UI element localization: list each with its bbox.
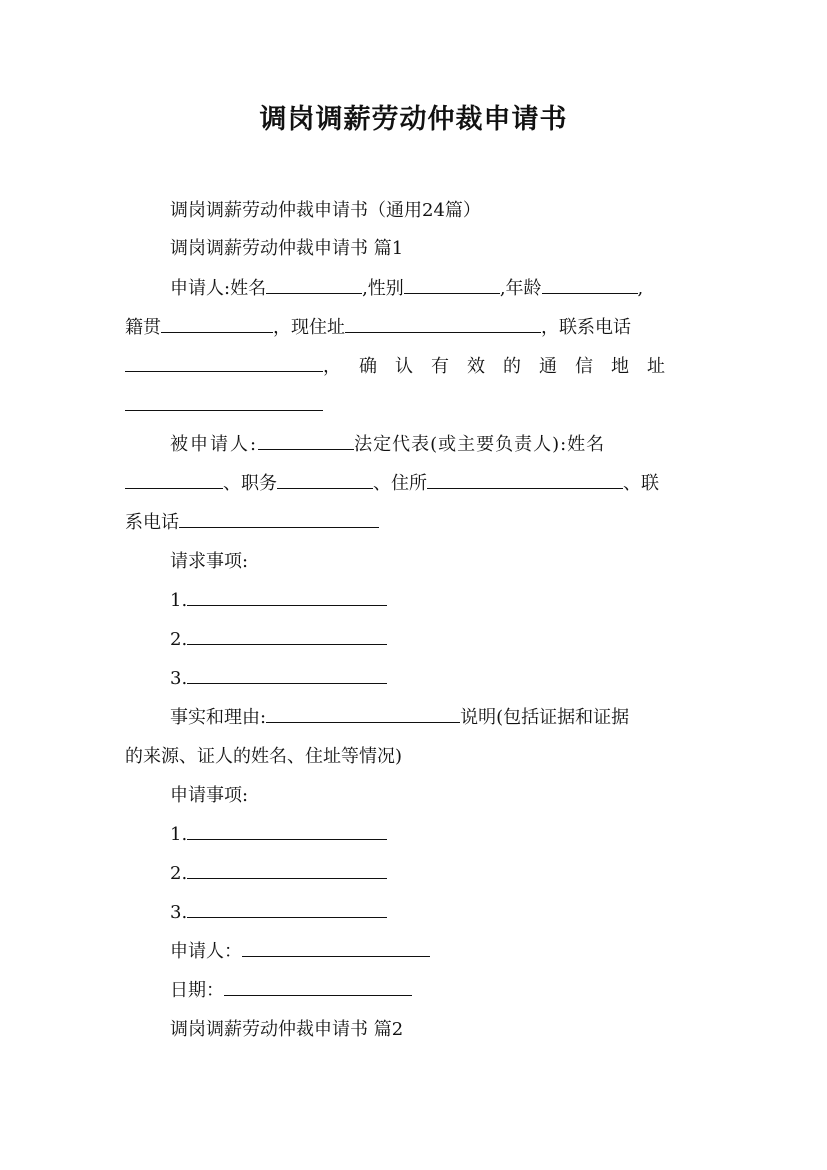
applicant-name-label: 申请人:姓名 [170,278,267,299]
applicant-line-3 [125,354,702,380]
position-label: 、职务 [223,473,277,494]
application-item-1 [170,822,702,848]
application-heading: 申请事项: [170,785,249,806]
facts-line-2: 的来源、证人的姓名、住址等情况) [125,746,403,767]
signature-applicant-label: 申请人： [170,941,242,962]
signature-date-label: 日期： [170,980,224,1001]
facts-explanation: 说明(包括证据和证据 [460,707,630,728]
respondent-label: 被申请人: [170,434,259,455]
claim-number: 3. [170,668,188,689]
application-blank [187,822,387,840]
phone-label: ，联系电话 [541,317,631,338]
claim-number: 1. [170,590,188,611]
residence-label: 、住所 [373,473,427,494]
claim-blank [187,666,387,684]
claim-item-3 [170,666,702,692]
intro-line: 调岗调薪劳动仲裁申请书（通用24篇） [170,200,481,221]
signature-applicant-blank [242,939,430,957]
contact-label: 、联 [623,473,659,494]
application-number: 3. [170,902,188,923]
phone-blank [125,354,323,372]
claim-item-1 [170,588,702,614]
claim-blank [187,627,387,645]
respondent-line-2 [125,471,702,497]
application-blank [187,900,387,918]
claim-blank [187,588,387,606]
address-label: ，现住址 [273,317,345,338]
residence-blank [427,471,623,489]
applicant-line-4 [125,393,702,419]
respondent-blank [258,432,354,450]
facts-blank [266,705,460,723]
native-place-blank [161,315,273,333]
applicant-age-label: ,年龄 [499,278,542,299]
section2-heading: 调岗调薪劳动仲裁申请书 篇2 [170,1019,404,1040]
signature-date-blank [224,978,412,996]
legal-rep-label: 法定代表(或主要负责人):姓名 [354,434,606,455]
confirm-address-blank [125,393,323,411]
application-number: 2. [170,863,188,884]
section1-heading: 调岗调薪劳动仲裁申请书 篇1 [170,238,404,259]
application-item-2 [170,861,702,887]
applicant-name-blank [266,276,362,294]
respondent-line-3 [125,510,702,536]
applicant-line-1 [170,276,702,302]
applicant-age-blank [542,276,638,294]
application-blank [187,861,387,879]
application-item-3 [170,900,702,926]
respondent-phone-blank [179,510,379,528]
legal-rep-name-blank [125,471,223,489]
respondent-line-1 [170,432,702,458]
respondent-phone-label: 系电话 [125,512,179,533]
document-title: 调岗调薪劳动仲裁申请书 [259,104,568,135]
claim-number: 2. [170,629,188,650]
applicant-gender-blank [404,276,500,294]
signature-date-line [170,978,702,1004]
facts-label: 事实和理由: [170,707,267,728]
claims-heading: 请求事项: [170,551,249,572]
applicant-age-end: , [637,278,644,299]
application-number: 1. [170,824,188,845]
signature-applicant-line [170,939,702,965]
native-place-label: 籍贯 [125,317,161,338]
claim-item-2 [170,627,702,653]
applicant-line-2 [125,315,702,341]
facts-line-1 [170,705,702,731]
address-blank [345,315,541,333]
applicant-gender-label: ,性别 [362,278,404,299]
position-blank [277,471,373,489]
confirm-address-label: ，确认有效的通信地址 [323,356,683,377]
